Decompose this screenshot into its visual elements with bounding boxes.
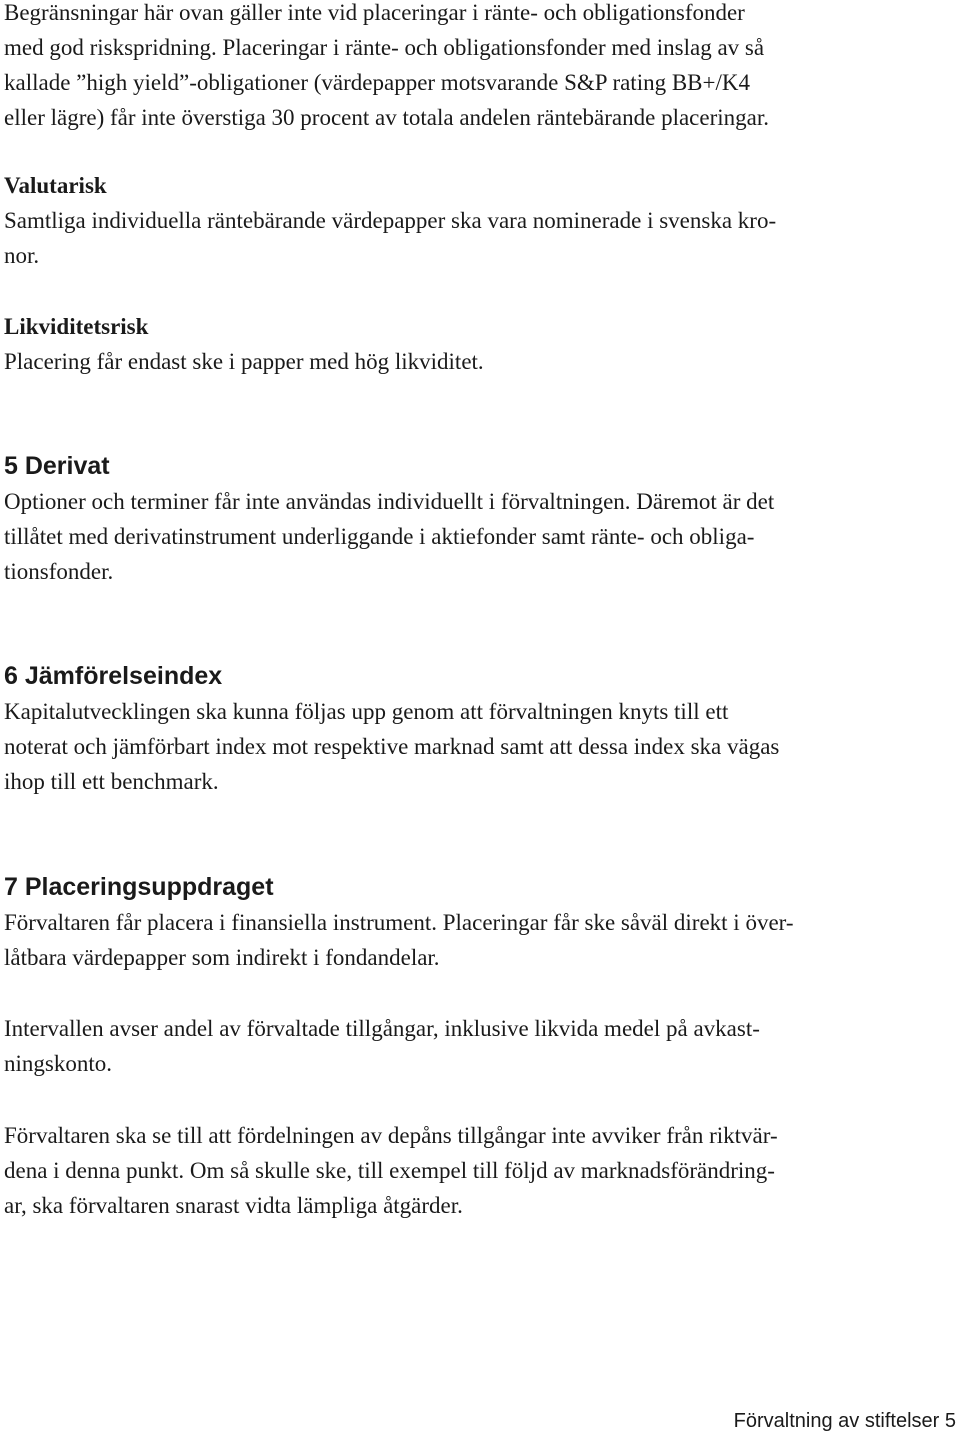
valutarisk-line: Samtliga individuella räntebärande värdepapper ska vara nominerade i svenska kro- <box>4 208 777 233</box>
likviditetsrisk-line: Placering får endast ske i papper med hög likviditet. <box>4 349 484 374</box>
likviditetsrisk-section <box>4 309 960 379</box>
section-derivat <box>4 449 960 589</box>
intervall-line: Intervallen avser andel av förvaltade tillgångar, inklusive likvida medel på avkast- <box>4 1016 760 1041</box>
section-jamforelseindex <box>4 659 960 799</box>
fordelning-line: dena i denna punkt. Om så skulle ske, till exempel till följd av marknadsförändring- <box>4 1158 775 1183</box>
fordelning-paragraph <box>4 1118 960 1223</box>
intro-line: med god riskspridning. Placeringar i ränte- och obligationsfonder med inslag av så <box>4 35 765 60</box>
jamforelseindex-line: Kapitalutvecklingen ska kunna följas upp genom att förvaltningen knyts till ett <box>4 699 729 724</box>
valutarisk-heading: Valutarisk <box>4 173 107 198</box>
valutarisk-line: nor. <box>4 243 40 268</box>
section-heading-jamforelseindex: 6 Jämförelseindex <box>4 662 223 690</box>
derivat-line: Optioner och terminer får inte användas individuellt i förvaltningen. Däremot är det <box>4 489 775 514</box>
fordelning-line: ar, ska förvaltaren snarast vidta lämpliga åtgärder. <box>4 1193 463 1218</box>
derivat-line: tillåtet med derivatinstrument underliggande i aktiefonder samt ränte- och obliga- <box>4 524 755 549</box>
intro-line: kallade ”high yield”-obligationer (värdepapper motsvarande S&P rating BB+/K4 <box>4 70 750 95</box>
fordelning-line: Förvaltaren ska se till att fördelningen av depåns tillgångar inte avviker från riktvär- <box>4 1123 778 1148</box>
intro-line: eller lägre) får inte överstiga 30 procent av totala andelen räntebärande placeringar. <box>4 105 769 130</box>
intervall-line: ningskonto. <box>4 1051 112 1076</box>
jamforelseindex-line: ihop till ett benchmark. <box>4 769 219 794</box>
derivat-line: tionsfonder. <box>4 559 114 584</box>
placeringsuppdraget-line: låtbara värdepapper som indirekt i fondandelar. <box>4 945 440 970</box>
jamforelseindex-line: noterat och jämförbart index mot respektive marknad samt att dessa index ska vägas <box>4 734 780 759</box>
intervall-paragraph <box>4 1011 960 1081</box>
intro-line: Begränsningar här ovan gäller inte vid placeringar i ränte- och obligationsfonder <box>4 0 745 25</box>
section-heading-placeringsuppdraget: 7 Placeringsuppdraget <box>4 873 274 901</box>
section-placeringsuppdraget <box>4 870 960 975</box>
likviditetsrisk-heading: Likviditetsrisk <box>4 314 149 339</box>
page-footer: Förvaltning av stiftelser 5 <box>733 1410 956 1432</box>
valutarisk-section <box>4 168 960 273</box>
section-heading-derivat: 5 Derivat <box>4 452 110 480</box>
intro-paragraph <box>4 0 960 135</box>
placeringsuppdraget-line: Förvaltaren får placera i finansiella instrument. Placeringar får ske såväl direkt i över- <box>4 910 794 935</box>
